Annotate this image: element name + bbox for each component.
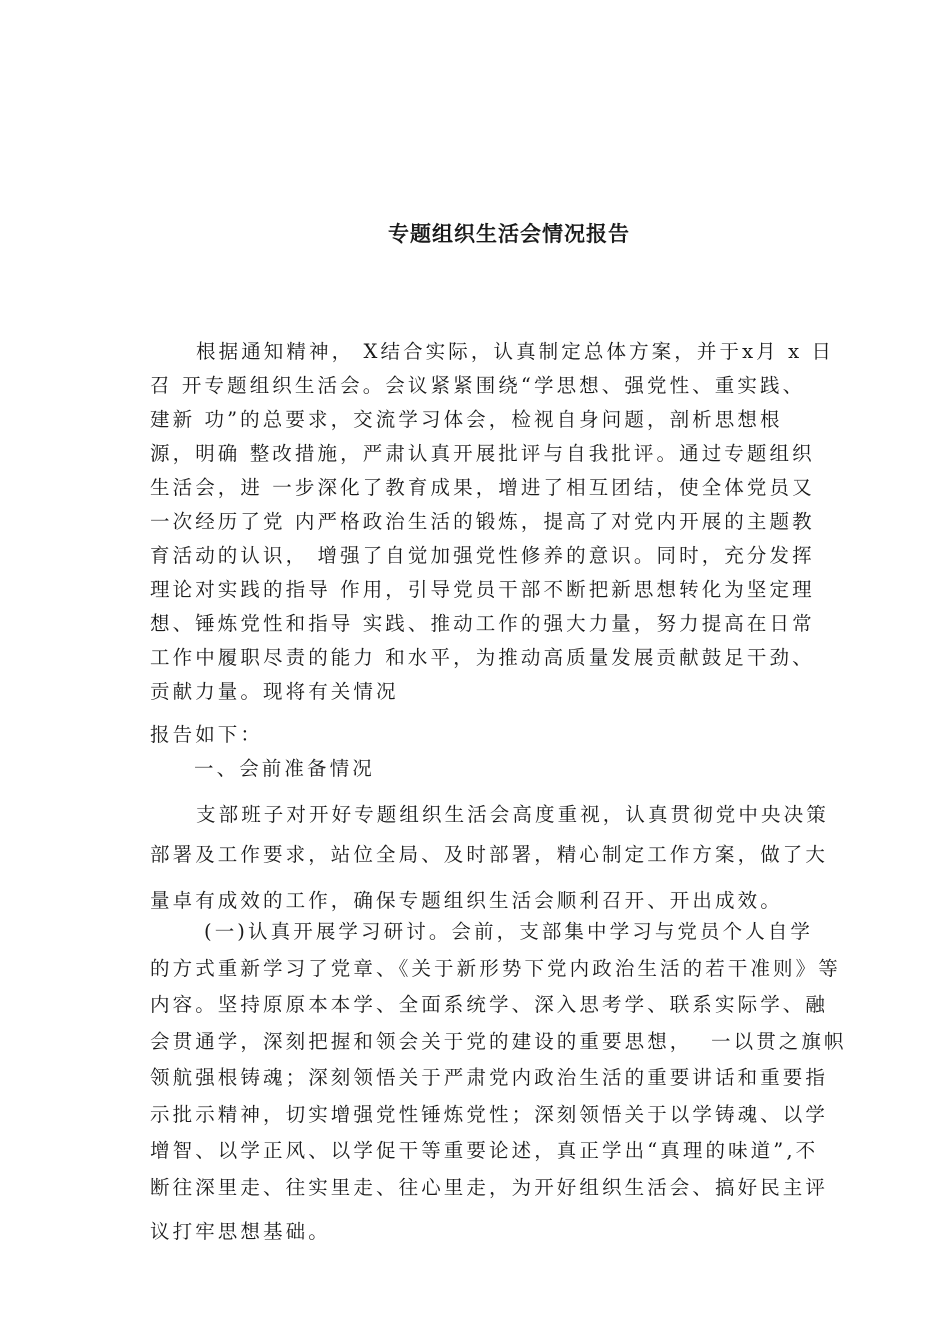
text-line: 根据通知精神， X结合实际，认真制定总体方案，并于x月 x 日 — [196, 340, 835, 363]
text-line: 增智、以学正风、以学促干等重要论述，真正学出“真理的味道”,不 — [150, 1139, 819, 1162]
text-line: 育活动的认识， 增强了自觉加强党性修养的意识。同时，充分发挥 — [150, 544, 815, 567]
text-line: 内容。坚持原原本本学、全面系统学、深入思考学、联系实际学、融 — [150, 993, 829, 1016]
text-line: 示批示精神，切实增强党性锤炼党性；深刻领悟关于以学铸魂、以学 — [150, 1102, 829, 1126]
text-line: 建新 功”的总要求，交流学习体会，检视自身问题，剖析思想根 — [150, 408, 783, 431]
text-line: 想、锤炼党性和指导 实践、推动工作的强大力量，努力提高在日常 — [150, 612, 815, 635]
heading-text: 一、会前准备情况 — [194, 757, 375, 780]
paragraph-study — [150, 914, 847, 1251]
paragraph-report-follows — [150, 718, 263, 752]
section-heading — [150, 752, 375, 786]
text-line: 议打牢思想基础。 — [150, 1220, 331, 1243]
document-title: 专题组织生活会情况报告 — [388, 222, 630, 246]
text-line: 一次经历了党 内严格政治生活的锻炼，提高了对党内开展的主题教 — [150, 510, 815, 533]
text-line: 生活会，进 一步深化了教育成果，增进了相互团结，使全体党员又 — [150, 476, 815, 499]
text-line: 断往深里走、往实里走、往心里走，为开好组织生活会、搞好民主评 — [150, 1175, 829, 1199]
text-line: 的方式重新学习了党章、《关于新形势下党内政治生活的若干准则》等 — [150, 956, 841, 980]
text-line: 部署及工作要求，站位全局、及时部署，精心制定工作方案，做了大 — [150, 843, 829, 866]
text-line: 量卓有成效的工作，确保专题组织生活会顺利召开、开出成效。 — [150, 889, 783, 912]
text-line: 支部班子对开好专题组织生活会高度重视，认真贯彻党中央决策 — [196, 803, 829, 826]
text-line: 会贯通学，深刻把握和领会关于党的建设的重要思想， 一以贯之旗帜 — [150, 1029, 847, 1053]
text-line: 领航强根铸魂；深刻领悟关于严肃党内政治生活的重要讲话和重要指 — [150, 1066, 829, 1089]
text-line: 报告如下： — [150, 723, 264, 746]
text-line: 贡献力量。现将有关情况 — [150, 680, 399, 703]
paragraph-intro — [150, 335, 834, 709]
text-line: 源，明确 整改措施，严肃认真开展批评与自我批评。通过专题组织 — [150, 442, 815, 465]
text-line: 召 开专题组织生活会。会议紧紧围绕“学思想、强党性、重实践、 — [150, 374, 806, 397]
text-line: 工作中履职尽责的能力 和水平，为推动高质量发展贡献鼓足干劲、 — [150, 646, 815, 669]
text-line: (一)认真开展学习研讨。会前，支部集中学习与党员个人自学 — [204, 920, 814, 943]
paragraph-preparation — [150, 795, 829, 921]
text-line: 理论对实践的指导 作用，引导党员干部不断把新思想转化为坚定理 — [150, 578, 815, 601]
